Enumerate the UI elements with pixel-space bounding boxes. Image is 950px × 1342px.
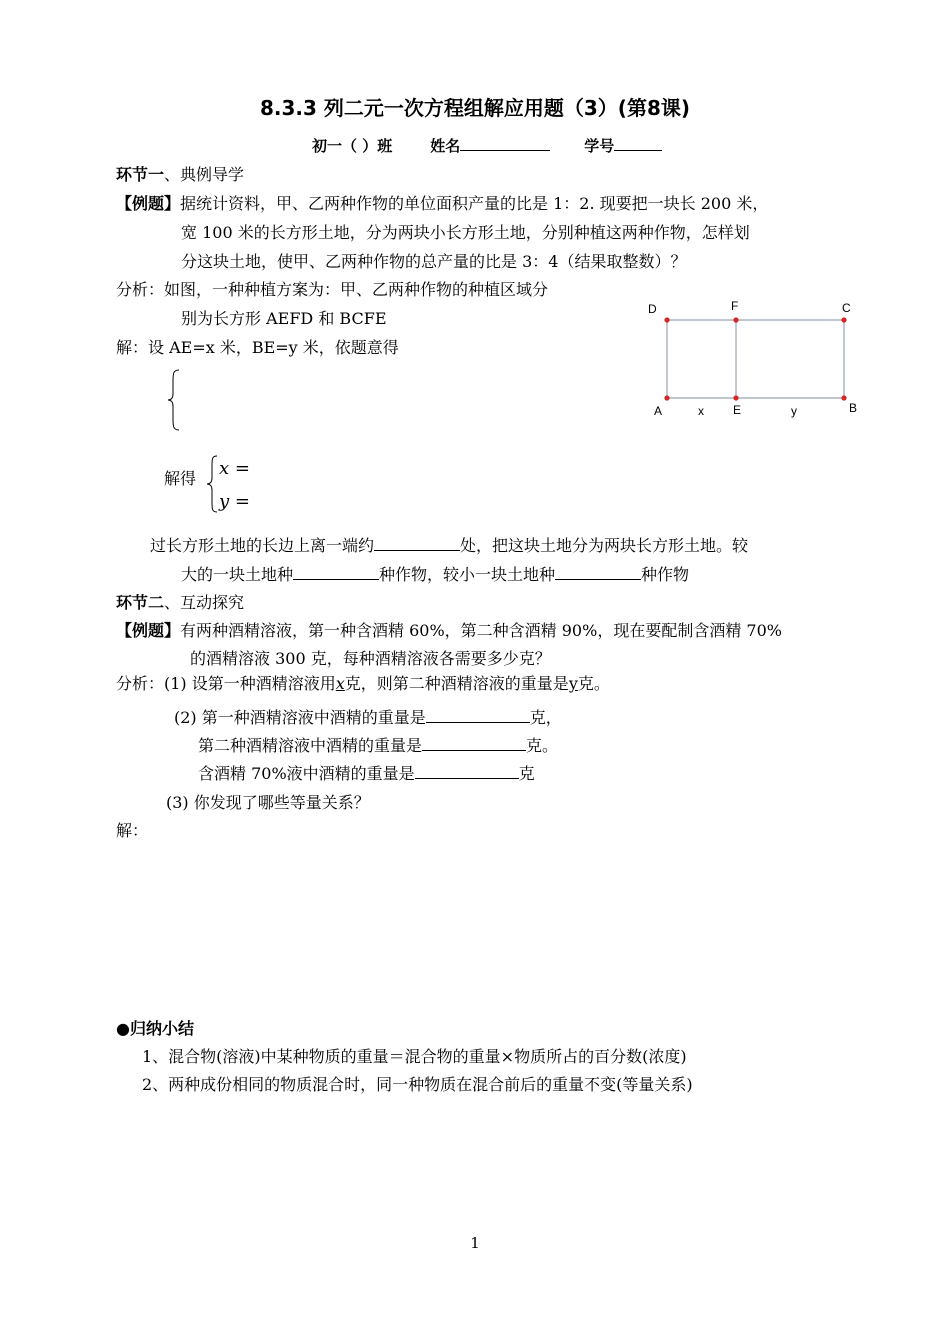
point-A bbox=[664, 395, 669, 400]
point-F bbox=[733, 317, 738, 322]
result-x: x = bbox=[219, 458, 250, 479]
example1-line3: 分这块土地，使甲、乙两种作物的总产量的比是 3：4（结果取整数）？ bbox=[181, 252, 687, 271]
class-label: 初一（ ）班 bbox=[312, 137, 393, 155]
section2-heading bbox=[116, 590, 244, 613]
conclusion1-part1: 过长方形土地的长边上离一端约 bbox=[150, 536, 375, 555]
label-x: x bbox=[698, 404, 704, 418]
section1-heading bbox=[116, 162, 244, 185]
point-C bbox=[841, 317, 846, 322]
analysis2-q2-end: 克， bbox=[529, 708, 562, 727]
distance-blank[interactable] bbox=[374, 535, 460, 551]
analysis1-line1: 分析：如图，一种种植方案为：甲、乙两种作物的种植区域分 bbox=[116, 280, 549, 299]
name-blank[interactable] bbox=[460, 135, 550, 151]
solve-label: 解得 bbox=[164, 469, 197, 488]
result-y: y = bbox=[219, 491, 250, 512]
number-blank[interactable] bbox=[614, 135, 662, 151]
figure-lines bbox=[667, 320, 844, 398]
analysis2-q2b-prefix: 第二种酒精溶液中酒精的重量是 bbox=[198, 736, 423, 755]
example1-label: 【例题】 bbox=[116, 194, 181, 213]
analysis2-q1-prefix: 分析：(1) 设第一种酒精溶液用 bbox=[116, 674, 336, 693]
point-D bbox=[664, 317, 669, 322]
analysis2-q1-x: x bbox=[335, 674, 345, 693]
analysis2-q2 bbox=[174, 705, 562, 728]
example1-line1 bbox=[116, 191, 768, 214]
section2-heading-bold: 环节二 bbox=[116, 593, 165, 612]
analysis2-q1-mid: 克，则第二种酒精溶液的重量是 bbox=[344, 674, 569, 693]
section1-heading-rest: 、典例导学 bbox=[164, 165, 245, 184]
conclusion1-part4: 种作物，较小一块土地种 bbox=[379, 565, 556, 584]
second-alcohol-blank[interactable] bbox=[422, 735, 526, 751]
smaller-crop-blank[interactable] bbox=[555, 564, 641, 580]
analysis2-q1 bbox=[116, 671, 610, 694]
section2-heading-rest: 、互动探究 bbox=[164, 593, 245, 612]
analysis2-q2b bbox=[198, 733, 558, 756]
analysis2-q2-prefix: (2) 第一种酒精溶液中酒精的重量是 bbox=[174, 708, 426, 727]
example2-line1 bbox=[116, 618, 782, 641]
conclusion1-line2 bbox=[181, 562, 689, 585]
analysis2-q2c bbox=[198, 761, 535, 784]
conclusion1-part2: 处，把这块土地分为两块长方形土地。较 bbox=[460, 536, 749, 555]
point-B bbox=[841, 395, 846, 400]
analysis2-q2b-end: 克。 bbox=[526, 736, 559, 755]
solution1-intro: 解：设 AE=x 米，BE=y 米，依题意得 bbox=[116, 338, 399, 357]
point-E bbox=[733, 395, 738, 400]
example1-text1: 据统计资料，甲、乙两种作物的单位面积产量的比是 1：2. 现要把一块长 200 米， bbox=[180, 194, 769, 213]
section1-heading-bold: 环节一 bbox=[116, 165, 165, 184]
result-brace bbox=[205, 454, 219, 514]
label-B: B bbox=[849, 401, 858, 415]
solution2-label: 解： bbox=[116, 821, 149, 840]
label-y: y bbox=[791, 404, 797, 418]
label-A: A bbox=[654, 404, 663, 418]
equation-brace bbox=[165, 368, 185, 432]
larger-crop-blank[interactable] bbox=[293, 564, 379, 580]
student-info-line bbox=[312, 135, 662, 156]
example1-line2: 宽 100 米的长方形土地，分为两块小长方形土地，分别种植这两种作物，怎样划 bbox=[181, 223, 750, 242]
analysis2-q2c-end: 克 bbox=[518, 764, 535, 783]
example2-line2: 的酒精溶液 300 克，每种酒精溶液各需要多少克？ bbox=[190, 649, 551, 668]
page-title: 8.3.3 列二元一次方程组解应用题（3）(第8课) bbox=[259, 96, 691, 120]
label-F: F bbox=[731, 299, 739, 313]
summary-heading: ●归纳小结 bbox=[116, 1019, 194, 1038]
analysis2-q1-y: y bbox=[568, 674, 578, 693]
example2-label: 【例题】 bbox=[116, 621, 181, 640]
first-alcohol-blank[interactable] bbox=[426, 707, 530, 723]
rectangle-figure bbox=[640, 292, 870, 427]
conclusion1-part3: 大的一块土地种 bbox=[181, 565, 294, 584]
example2-text1: 有两种酒精溶液，第一种含酒精 60%，第二种含酒精 90%，现在要配制含酒精 70% bbox=[180, 621, 782, 640]
page-number: 1 bbox=[470, 1234, 480, 1252]
name-label: 姓名 bbox=[430, 137, 461, 155]
summary-item1: 1、混合物(溶液)中某种物质的重量＝混合物的重量×物质所占的百分数(浓度) bbox=[142, 1047, 687, 1066]
conclusion1-line1 bbox=[150, 533, 748, 556]
label-E: E bbox=[733, 403, 742, 417]
analysis2-q3: (3) 你发现了哪些等量关系？ bbox=[166, 793, 370, 812]
analysis2-q2c-prefix: 含酒精 70%液中酒精的重量是 bbox=[198, 764, 415, 783]
analysis2-q1-end: 克。 bbox=[577, 674, 610, 693]
label-C: C bbox=[842, 301, 851, 315]
label-D: D bbox=[648, 302, 657, 316]
mixed-alcohol-blank[interactable] bbox=[415, 763, 519, 779]
summary-item2: 2、两种成份相同的物质混合时，同一种物质在混合前后的重量不变(等量关系) bbox=[142, 1075, 693, 1094]
number-label: 学号 bbox=[584, 137, 615, 155]
analysis1-line2: 别为长方形 AEFD 和 BCFE bbox=[181, 309, 387, 328]
conclusion1-part5: 种作物 bbox=[641, 565, 690, 584]
